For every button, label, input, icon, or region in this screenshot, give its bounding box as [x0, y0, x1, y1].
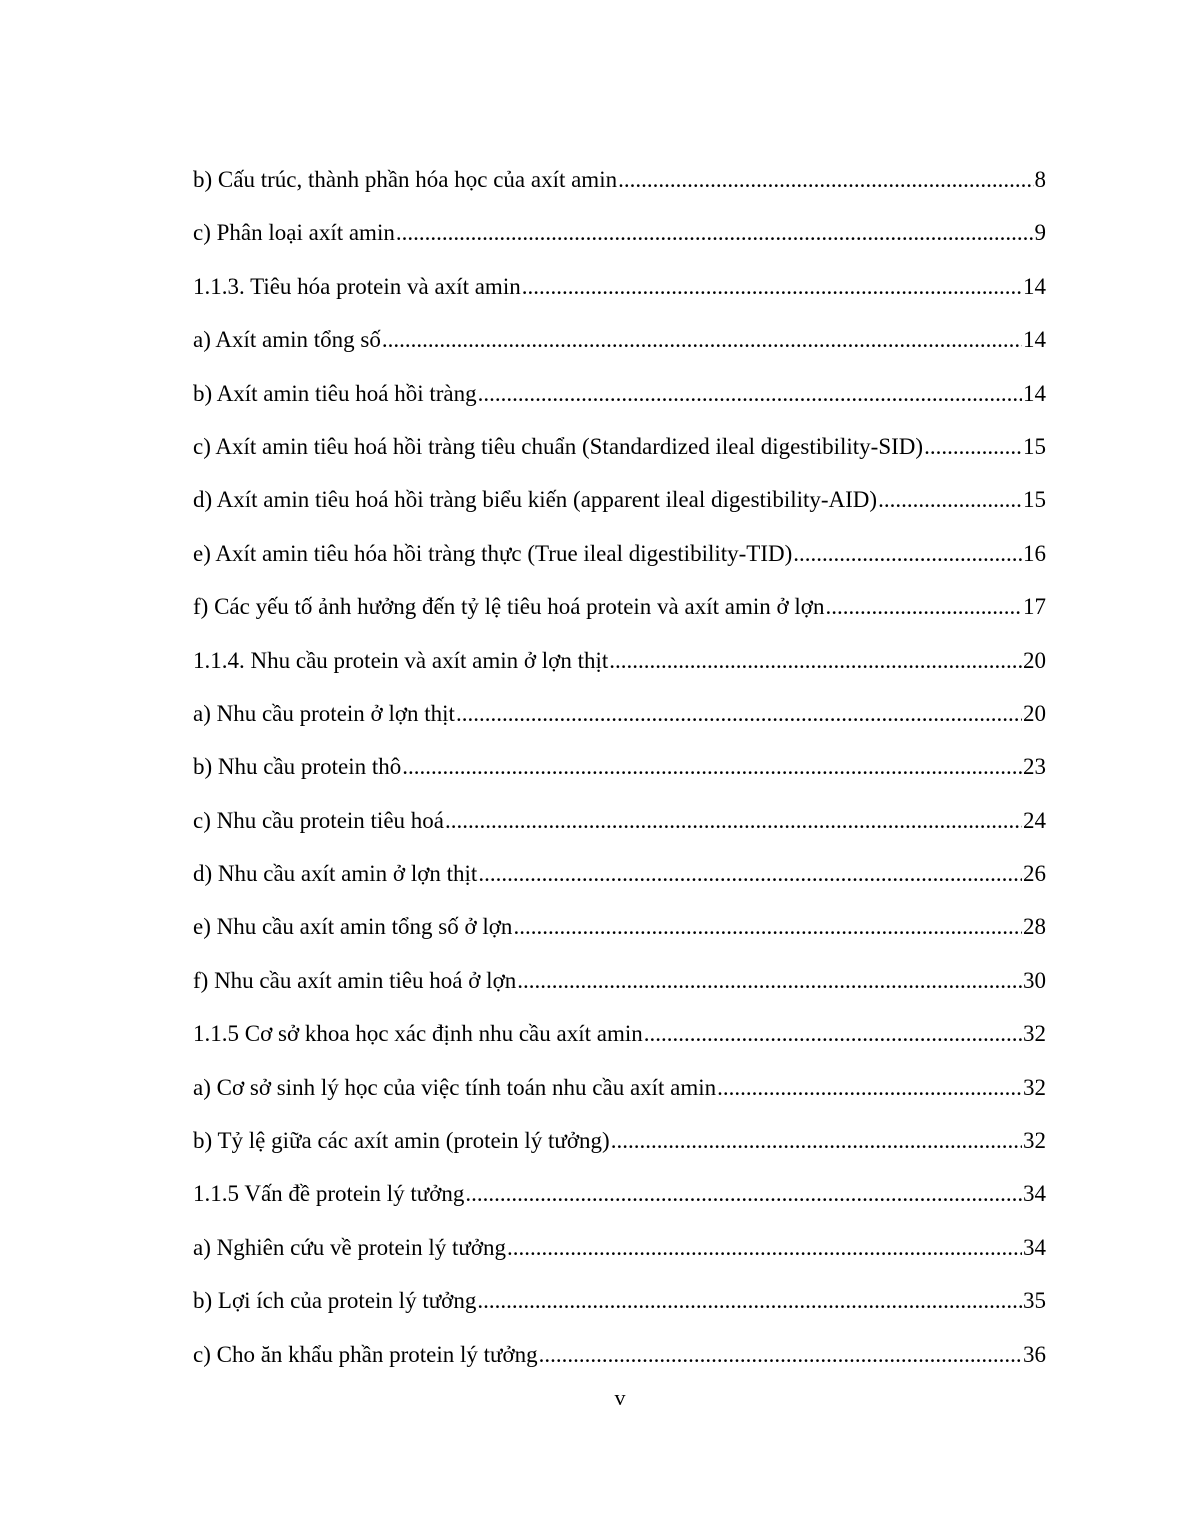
toc-entry-page: 14 [1023, 273, 1046, 299]
toc-entry-title: c) Phân loại axít amin [193, 220, 395, 246]
toc-entry-title: a) Cơ sở sinh lý học của việc tính toán nhu cầu axít amin [193, 1074, 717, 1100]
toc-entry-title: a) Nghiên cứu về protein lý tưởng [193, 1234, 507, 1260]
toc-dot-leader [382, 323, 1022, 357]
toc-dot-leader [644, 1017, 1022, 1051]
toc-entry[interactable] [193, 644, 1046, 697]
toc-entry[interactable] [193, 1177, 1046, 1230]
toc-entry-page: 15 [1023, 487, 1046, 513]
toc-entry-page: 20 [1023, 647, 1046, 673]
toc-entry-page: 14 [1023, 380, 1046, 406]
toc-entry-title: 1.1.5 Vấn đề protein lý tưởng [193, 1181, 465, 1207]
toc-entry[interactable] [193, 590, 1046, 643]
toc-entry-page: 24 [1023, 807, 1046, 833]
toc-entry-title: a) Axít amin tổng số [193, 327, 381, 353]
toc-entry[interactable] [193, 697, 1046, 750]
toc-entry-title: b) Nhu cầu protein thô [193, 754, 402, 780]
toc-entry[interactable] [193, 216, 1046, 269]
toc-entry[interactable] [193, 857, 1046, 910]
toc-entry[interactable] [193, 964, 1046, 1017]
toc-dot-leader [445, 804, 1022, 838]
toc-dot-leader [517, 964, 1022, 998]
toc-entry-title: e) Nhu cầu axít amin tổng số ở lợn [193, 914, 513, 940]
toc-entry-page: 32 [1023, 1074, 1046, 1100]
toc-dot-leader [478, 857, 1022, 891]
toc-dot-leader [793, 537, 1022, 571]
toc-entry-page: 23 [1023, 754, 1046, 780]
toc-entry-title: c) Nhu cầu protein tiêu hoá [193, 807, 444, 833]
toc-dot-leader [477, 1284, 1022, 1318]
toc-entry[interactable] [193, 1338, 1046, 1391]
toc-dot-leader [611, 1124, 1022, 1158]
toc-entry-page: 20 [1023, 700, 1046, 726]
toc-dot-leader [609, 644, 1022, 678]
toc-entry-title: 1.1.3. Tiêu hóa protein và axít amin [193, 273, 521, 299]
toc-entry[interactable] [193, 483, 1046, 536]
toc-entry[interactable] [193, 323, 1046, 376]
table-of-contents [193, 163, 1046, 1391]
toc-dot-leader [825, 590, 1022, 624]
toc-entry-title: b) Tỷ lệ giữa các axít amin (protein lý tưởng) [193, 1128, 610, 1154]
toc-dot-leader [717, 1071, 1022, 1105]
toc-entry-page: 34 [1023, 1234, 1046, 1260]
toc-entry[interactable] [193, 1231, 1046, 1284]
toc-entry[interactable] [193, 804, 1046, 857]
toc-entry-title: c) Axít amin tiêu hoá hồi tràng tiêu chuẩn (Standardized ileal digestibility-SID) [193, 433, 924, 459]
toc-entry[interactable] [193, 1124, 1046, 1177]
toc-entry-title: f) Nhu cầu axít amin tiêu hoá ở lợn [193, 967, 517, 993]
toc-entry-title: c) Cho ăn khẩu phần protein lý tưởng [193, 1341, 538, 1367]
toc-dot-leader [924, 430, 1022, 464]
toc-entry-title: 1.1.4. Nhu cầu protein và axít amin ở lợn thịt [193, 647, 609, 673]
toc-entry-title: e) Axít amin tiêu hóa hồi tràng thực (True ileal digestibility-TID) [193, 540, 793, 566]
toc-entry-page: 9 [1034, 220, 1046, 246]
toc-entry-page: 34 [1023, 1181, 1046, 1207]
toc-dot-leader [507, 1231, 1022, 1265]
toc-entry-page: 8 [1034, 167, 1046, 192]
toc-entry-page: 26 [1023, 861, 1046, 887]
toc-entry-page: 32 [1023, 1128, 1046, 1154]
toc-entry-page: 35 [1023, 1288, 1046, 1314]
toc-entry-title: d) Axít amin tiêu hoá hồi tràng biểu kiến (apparent ileal digestibility-AID) [193, 487, 878, 513]
page-number: v [614, 1385, 626, 1410]
toc-entry-title: f) Các yếu tố ảnh hưởng đến tỷ lệ tiêu hoá protein và axít amin ở lợn [193, 594, 825, 620]
toc-entry-page: 28 [1023, 914, 1046, 940]
toc-entry[interactable] [193, 1017, 1046, 1070]
toc-entry-title: b) Lợi ích của protein lý tưởng [193, 1288, 477, 1314]
toc-entry-page: 14 [1023, 327, 1046, 353]
toc-entry-title: 1.1.5 Cơ sở khoa học xác định nhu cầu axít amin [193, 1021, 643, 1047]
toc-entry[interactable] [193, 1284, 1046, 1337]
toc-entry[interactable] [193, 1071, 1046, 1124]
toc-dot-leader [465, 1177, 1022, 1211]
toc-entry-page: 15 [1023, 433, 1046, 459]
toc-dot-leader [539, 1338, 1022, 1372]
toc-entry-page: 17 [1023, 594, 1046, 620]
toc-dot-leader [618, 163, 1033, 197]
toc-entry-page: 16 [1023, 540, 1046, 566]
toc-dot-leader [396, 216, 1034, 250]
toc-entry-title: a) Nhu cầu protein ở lợn thịt [193, 700, 455, 726]
toc-dot-leader [402, 750, 1022, 784]
toc-dot-leader [513, 910, 1022, 944]
toc-entry[interactable] [193, 910, 1046, 963]
toc-entry-title: d) Nhu cầu axít amin ở lợn thịt [193, 861, 478, 887]
toc-entry-title: b) Axít amin tiêu hoá hồi tràng [193, 380, 477, 406]
toc-entry-title: b) Cấu trúc, thành phần hóa học của axít amin [193, 167, 618, 192]
toc-entry-page: 32 [1023, 1021, 1046, 1047]
toc-dot-leader [878, 483, 1022, 517]
toc-entry[interactable] [193, 430, 1046, 483]
toc-entry[interactable] [193, 270, 1046, 323]
toc-entry[interactable] [193, 163, 1046, 216]
toc-dot-leader [456, 697, 1022, 731]
toc-dot-leader [522, 270, 1022, 304]
toc-entry-page: 30 [1023, 967, 1046, 993]
toc-entry[interactable] [193, 537, 1046, 590]
toc-entry-page: 36 [1023, 1341, 1046, 1367]
toc-entry[interactable] [193, 377, 1046, 430]
toc-entry[interactable] [193, 750, 1046, 803]
toc-dot-leader [478, 377, 1022, 411]
